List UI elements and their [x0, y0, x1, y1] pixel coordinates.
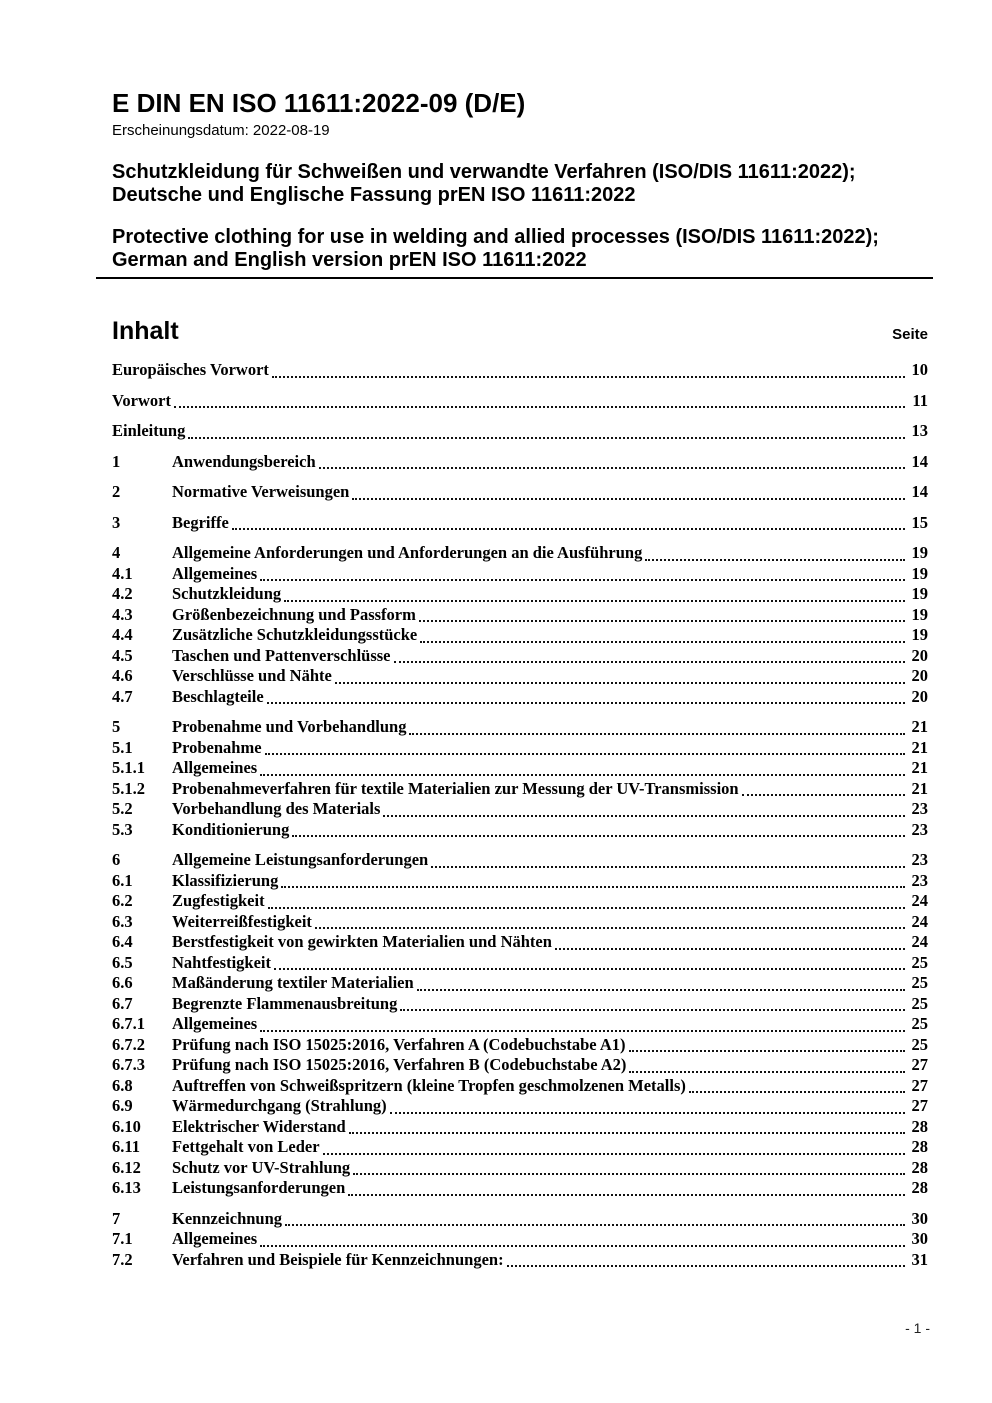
toc-entry-number: 6.8 — [112, 1075, 133, 1095]
toc-entry-number: 5.1.1 — [112, 758, 145, 777]
toc-entry-title: Zusätzliche Schutzkleidungsstücke — [172, 625, 418, 644]
toc-entry-page: 14 — [911, 451, 928, 471]
toc-entry-page: 13 — [911, 421, 928, 440]
toc-entry-page: 19 — [911, 584, 928, 603]
title-german: Schutzkleidung für Schweißen und verwandte Verfahren (ISO/DIS 11611:2022); Deutsche und Englische Fassung prEN ISO 11611:2022 — [112, 161, 856, 206]
dot-leader — [332, 666, 908, 687]
toc-entry-number: 6.4 — [112, 932, 133, 951]
dot-leader — [281, 584, 908, 605]
toc-entry-title: Prüfung nach ISO 15025:2016, Verfahren A (Codebuchstabe A1) — [172, 1034, 626, 1054]
toc-entry — [112, 1117, 928, 1138]
dot-leader — [428, 850, 908, 871]
toc-entry-number: 2 — [112, 482, 121, 501]
toc-entry-page: 20 — [911, 686, 928, 706]
toc-entry-number: 4.5 — [112, 645, 133, 665]
toc-entry — [112, 513, 928, 534]
toc-entry-title: Allgemeines — [172, 563, 258, 583]
toc-entry-page: 19 — [911, 604, 928, 624]
toc-entry — [112, 391, 928, 412]
toc-entry-page: 21 — [911, 778, 928, 798]
toc-entry-title: Anwendungsbereich — [172, 451, 316, 471]
toc-entry-title: Begriffe — [172, 512, 229, 532]
toc-entry — [112, 625, 928, 646]
toc-entry-title: Allgemeine Anforderungen und Anforderungen an die Ausführung — [172, 543, 643, 562]
toc-entry-number: 6.5 — [112, 952, 133, 972]
toc-entry — [112, 891, 928, 912]
toc-entry — [112, 994, 928, 1015]
toc-entry-title: Allgemeine Leistungsanforderungen — [172, 850, 429, 869]
toc-entry-page: 15 — [911, 512, 928, 532]
toc-entry-page: 25 — [911, 952, 928, 972]
toc-entry-page: 28 — [911, 1116, 928, 1136]
dot-leader — [345, 1178, 908, 1199]
toc-entry-title: Probenahmeverfahren für textile Materialien zur Messung der UV-Transmission — [172, 778, 739, 798]
toc-page-label: Seite — [892, 326, 928, 343]
toc-entry-number: 5 — [112, 717, 121, 736]
dot-leader — [504, 1250, 908, 1271]
page-number: - 1 - — [905, 1320, 930, 1336]
toc-entry-page: 23 — [911, 819, 928, 839]
dot-leader — [391, 646, 908, 667]
dot-leader — [350, 1158, 908, 1179]
toc-entry — [112, 360, 928, 381]
toc-entry-page: 14 — [911, 482, 928, 501]
dot-leader — [346, 1117, 908, 1138]
toc-entry — [112, 1014, 928, 1035]
toc-entry-number: 5.1 — [112, 737, 133, 757]
toc-entry-title: Größenbezeichnung und Passform — [172, 604, 416, 624]
toc-entry-title: Verschlüsse und Nähte — [172, 666, 332, 685]
dot-leader — [552, 932, 908, 953]
toc-entry — [112, 421, 928, 442]
toc-entry — [112, 1209, 928, 1230]
toc-entry — [112, 646, 928, 667]
toc-entry-page: 20 — [911, 666, 928, 685]
dot-leader — [282, 1209, 908, 1230]
dot-leader — [269, 360, 908, 381]
dot-leader — [185, 421, 908, 442]
toc-entry-number: 6.11 — [112, 1137, 140, 1156]
toc-entry — [112, 1076, 928, 1097]
toc-entry — [112, 1229, 928, 1250]
toc-entry-number: 6.7.1 — [112, 1014, 145, 1033]
dot-leader — [257, 1014, 908, 1035]
dot-leader — [289, 820, 908, 841]
toc-entry-title: Taschen und Pattenverschlüsse — [172, 645, 391, 665]
table-of-contents — [112, 360, 928, 1270]
dot-leader — [271, 953, 908, 974]
dot-leader — [171, 391, 908, 412]
toc-entry — [112, 738, 928, 759]
toc-entry-page: 21 — [911, 737, 928, 757]
toc-entry-number: 7.2 — [112, 1249, 133, 1269]
toc-entry-title: Vorbehandlung des Materials — [172, 799, 381, 818]
dot-leader — [626, 1055, 908, 1076]
toc-entry — [112, 1178, 928, 1199]
dot-leader — [416, 605, 908, 626]
toc-entry-title: Prüfung nach ISO 15025:2016, Verfahren B (Codebuchstabe A2) — [172, 1055, 627, 1074]
toc-entry-number: 4.7 — [112, 686, 133, 706]
toc-entry-page: 25 — [911, 1034, 928, 1054]
toc-entry — [112, 564, 928, 585]
toc-entry — [112, 605, 928, 626]
dot-leader — [262, 738, 908, 759]
toc-entry-number: 6.12 — [112, 1157, 141, 1177]
toc-entry-page: 24 — [911, 891, 928, 910]
toc-entry-number: 6.1 — [112, 870, 133, 890]
toc-entry-number: 6 — [112, 850, 121, 869]
dot-leader — [265, 891, 908, 912]
dot-leader — [626, 1035, 908, 1056]
toc-entry-title: Allgemeines — [172, 758, 258, 777]
dot-leader — [312, 912, 908, 933]
toc-entry-number: 5.2 — [112, 799, 133, 818]
toc-entry — [112, 820, 928, 841]
toc-entry-page: 19 — [911, 563, 928, 583]
toc-entry-number: 7.1 — [112, 1229, 133, 1248]
toc-entry-number: 6.3 — [112, 911, 133, 931]
toc-entry-title: Normative Verweisungen — [172, 482, 350, 501]
toc-entry-number: 3 — [112, 512, 121, 532]
document-title: E DIN EN ISO 11611:2022-09 (D/E) — [112, 88, 526, 118]
toc-entry-title: Leistungsanforderungen — [172, 1178, 346, 1197]
toc-entry-title: Verfahren und Beispiele für Kennzeichnungen: — [172, 1249, 504, 1269]
toc-entry-page: 11 — [912, 390, 928, 410]
toc-entry-title: Maßänderung textiler Materialien — [172, 973, 414, 992]
dot-leader — [257, 758, 908, 779]
toc-entry-page: 25 — [911, 993, 928, 1013]
toc-entry — [112, 666, 928, 687]
toc-entry — [112, 687, 928, 708]
toc-entry-number: 6.9 — [112, 1096, 133, 1115]
toc-header — [112, 317, 928, 346]
toc-entry-title: Berstfestigkeit von gewirkten Materialien und Nähten — [172, 932, 552, 951]
toc-entry-number: 6.6 — [112, 973, 133, 992]
toc-entry — [112, 1035, 928, 1056]
toc-entry-title: Begrenzte Flammenausbreitung — [172, 993, 398, 1013]
toc-entry-page: 23 — [911, 870, 928, 890]
toc-entry-page: 25 — [911, 1014, 928, 1033]
dot-leader — [380, 799, 908, 820]
toc-entry-number: 4.3 — [112, 604, 133, 624]
toc-entry — [112, 799, 928, 820]
dot-leader — [739, 779, 908, 800]
toc-entry — [112, 1158, 928, 1179]
toc-entry-title: Klassifizierung — [172, 870, 279, 890]
toc-entry-page: 19 — [911, 625, 928, 644]
toc-entry-number: 6.7 — [112, 993, 133, 1013]
toc-entry-number: 4 — [112, 543, 121, 562]
dot-leader — [397, 994, 908, 1015]
toc-entry — [112, 953, 928, 974]
toc-entry — [112, 482, 928, 503]
toc-entry-title: Elektrischer Widerstand — [172, 1116, 346, 1136]
toc-entry-page: 31 — [911, 1249, 928, 1269]
toc-entry — [112, 717, 928, 738]
toc-entry-title: Kennzeichnung — [172, 1208, 283, 1228]
toc-entry-title: Auftreffen von Schweißspritzern (kleine Tropfen geschmolzenen Metalls) — [172, 1075, 686, 1095]
toc-entry-page: 10 — [911, 360, 928, 379]
toc-entry-title: Konditionierung — [172, 819, 290, 839]
toc-entry-number: 5.1.2 — [112, 778, 145, 798]
dot-leader — [278, 871, 908, 892]
toc-entry-number: 1 — [112, 451, 121, 471]
toc-entry — [112, 758, 928, 779]
toc-entry-number: 4.2 — [112, 584, 133, 603]
toc-entry-title: Europäisches Vorwort — [112, 360, 269, 379]
toc-entry-number: 6.13 — [112, 1178, 141, 1197]
toc-entry — [112, 543, 928, 564]
toc-entry — [112, 973, 928, 994]
toc-entry-title: Weiterreißfestigkeit — [172, 911, 312, 931]
publication-date: Erscheinungsdatum: 2022-08-19 — [112, 122, 330, 139]
toc-entry — [112, 912, 928, 933]
toc-entry — [112, 452, 928, 473]
toc-entry-page: 21 — [911, 758, 928, 777]
toc-entry-title: Schutzkleidung — [172, 584, 282, 603]
toc-entry-page: 23 — [911, 799, 928, 818]
toc-entry-number: 6.7.3 — [112, 1055, 145, 1074]
toc-entry — [112, 1055, 928, 1076]
toc-entry-title: Wärmedurchgang (Strahlung) — [172, 1096, 387, 1115]
toc-entry-number: 7 — [112, 1208, 121, 1228]
dot-leader — [257, 1229, 908, 1250]
toc-entry-title: Schutz vor UV-Strahlung — [172, 1157, 351, 1177]
dot-leader — [349, 482, 908, 503]
dot-leader — [264, 687, 908, 708]
dot-leader — [686, 1076, 908, 1097]
dot-leader — [229, 513, 908, 534]
toc-entry-number: 4.1 — [112, 563, 133, 583]
toc-entry-page: 27 — [911, 1075, 928, 1095]
toc-entry-title: Zugfestigkeit — [172, 891, 265, 910]
dot-leader — [406, 717, 908, 738]
toc-entry-page: 27 — [911, 1055, 928, 1074]
toc-entry-number: 5.3 — [112, 819, 133, 839]
toc-entry-number: 4.4 — [112, 625, 133, 644]
toc-entry-page: 24 — [911, 911, 928, 931]
toc-heading: Inhalt — [112, 317, 179, 345]
dot-leader — [316, 452, 908, 473]
dot-leader — [257, 564, 908, 585]
toc-entry — [112, 779, 928, 800]
dot-leader — [642, 543, 908, 564]
toc-entry-title: Probenahme — [172, 737, 262, 757]
toc-entry-page: 20 — [911, 645, 928, 665]
toc-entry-page: 25 — [911, 973, 928, 992]
toc-entry-title: Nahtfestigkeit — [172, 952, 271, 972]
title-english: Protective clothing for use in welding and allied processes (ISO/DIS 11611:2022); German and English version prEN ISO 11611:2022 — [112, 226, 879, 271]
toc-entry-page: 27 — [911, 1096, 928, 1115]
toc-entry-number: 4.6 — [112, 666, 133, 685]
dot-leader — [320, 1137, 908, 1158]
toc-entry-page: 30 — [911, 1229, 928, 1248]
toc-entry — [112, 871, 928, 892]
toc-entry-title: Probenahme und Vorbehandlung — [172, 717, 407, 736]
dot-leader — [414, 973, 908, 994]
toc-entry-page: 28 — [911, 1157, 928, 1177]
header-divider — [96, 277, 933, 279]
dot-leader — [417, 625, 908, 646]
toc-entry-page: 21 — [911, 717, 928, 736]
toc-entry-number: 6.2 — [112, 891, 133, 910]
toc-entry — [112, 584, 928, 605]
toc-entry-page: 28 — [911, 1137, 928, 1156]
toc-entry-number: 6.10 — [112, 1116, 141, 1136]
toc-entry — [112, 932, 928, 953]
toc-entry — [112, 1096, 928, 1117]
dot-leader — [387, 1096, 908, 1117]
toc-entry-title: Einleitung — [112, 421, 186, 440]
toc-entry-title: Allgemeines — [172, 1014, 258, 1033]
toc-entry-title: Vorwort — [112, 390, 171, 410]
toc-entry-page: 19 — [911, 543, 928, 562]
toc-entry — [112, 1250, 928, 1271]
toc-entry — [112, 1137, 928, 1158]
toc-entry-page: 24 — [911, 932, 928, 951]
toc-entry — [112, 850, 928, 871]
toc-entry-title: Allgemeines — [172, 1229, 258, 1248]
toc-entry-number: 6.7.2 — [112, 1034, 145, 1054]
toc-entry-page: 28 — [911, 1178, 928, 1197]
toc-entry-title: Beschlagteile — [172, 686, 264, 706]
toc-entry-title: Fettgehalt von Leder — [172, 1137, 320, 1156]
toc-entry-page: 23 — [911, 850, 928, 869]
toc-entry-page: 30 — [911, 1208, 928, 1228]
